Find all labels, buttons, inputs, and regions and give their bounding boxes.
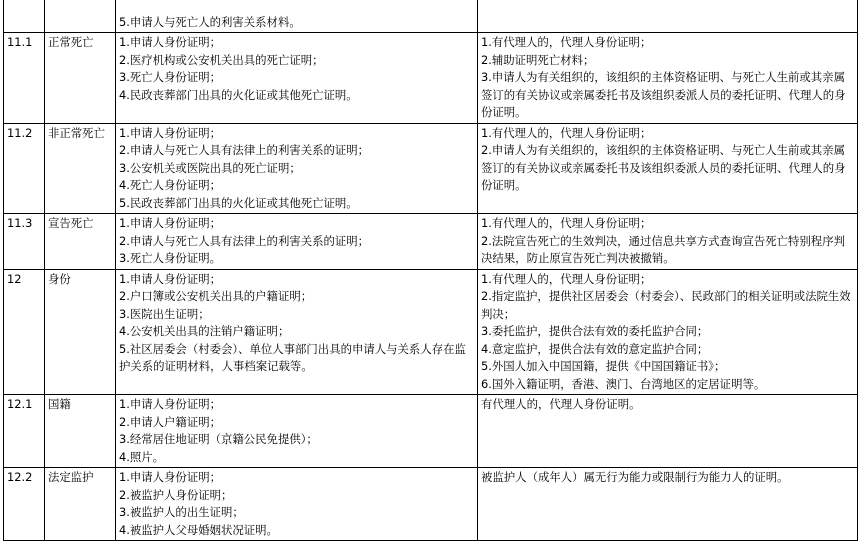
material-line: 4.照片。 xyxy=(119,449,165,464)
materials-cell xyxy=(116,269,478,395)
item-name-cell: 法定监护 xyxy=(45,468,116,541)
table-row xyxy=(4,395,858,468)
note-line: 6.国外入籍证明，香港、澳门、台湾地区的定居证明等。 xyxy=(481,376,766,391)
notes-cell xyxy=(478,468,858,541)
item-name-cell: 正常死亡 xyxy=(45,33,116,124)
material-line: 3.死亡人身份证明。 xyxy=(119,251,221,265)
notes-cell xyxy=(478,123,858,214)
materials-cell xyxy=(116,395,478,468)
material-line: 2.申请人与死亡人具有法律上的利害关系的证明； xyxy=(119,143,370,157)
note-line: 2.辅助证明死亡材料； xyxy=(481,52,595,67)
table-row xyxy=(4,123,858,214)
table-row xyxy=(4,0,858,33)
material-line: 3.医院出生证明； xyxy=(119,306,210,321)
notes-cell xyxy=(478,395,858,468)
material-line: 1.申请人身份证明； xyxy=(119,397,221,411)
material-line: 5.社区居委会（村委会）、单位人事部门出具的申请人与关系人存在监护关系的证明材料，人事档案记载等。 xyxy=(119,341,466,373)
material-line: 2.医疗机构或公安机关出具的死亡证明； xyxy=(119,52,324,67)
material-line: 2.被监护人身份证明； xyxy=(119,487,233,502)
note-line: 2.指定监护，提供社区居委会（村委会）、民政部门的相关证明或法院生效判决； xyxy=(481,289,851,321)
note-line: 5.外国人加入中国国籍，提供《中国国籍证书》； xyxy=(481,359,726,373)
table-body xyxy=(4,0,858,541)
material-line: 4.民政丧葬部门出具的火化证或其他死亡证明。 xyxy=(119,87,358,102)
note-line: 1.有代理人的，代理人身份证明； xyxy=(481,35,652,49)
item-number-cell xyxy=(4,0,45,33)
note-line: 1.有代理人的，代理人身份证明； xyxy=(481,271,652,286)
note-line: 3.委托监护，提供合法有效的委托监护合同； xyxy=(481,324,709,338)
item-name-cell xyxy=(45,0,116,33)
note-line: 3.申请人为有关组织的，该组织的主体资格证明、与死亡人生前或其亲属签订的有关协议或亲属委托书及该组织委派人员的委托证明、代理人的身份证明。 xyxy=(481,70,846,119)
material-line: 5.民政丧葬部门出具的火化证或其他死亡证明。 xyxy=(119,195,358,210)
note-line: 1.有代理人的，代理人身份证明； xyxy=(481,216,652,230)
notes-cell xyxy=(478,0,858,33)
material-line: 3.经常居住地证明（京籍公民免提供）； xyxy=(119,432,318,446)
note-line: 被监护人（成年人）属无行为能力或限制行为能力人的证明。 xyxy=(481,470,789,484)
material-line: 1.申请人身份证明； xyxy=(119,470,221,484)
material-line: 2.申请人户籍证明； xyxy=(119,414,221,429)
item-number-cell: 12.1 xyxy=(4,395,45,468)
note-line: 4.意定监护，提供合法有效的意定监护合同； xyxy=(481,341,709,356)
item-number-cell: 11.1 xyxy=(4,33,45,124)
item-number-cell: 11.3 xyxy=(4,214,45,270)
note-line: 2.法院宣告死亡的生效判决，通过信息共享方式查询宣告死亡特别程序判决结果，防止原宣告死亡判决被撤销。 xyxy=(481,233,845,265)
material-line: 1.申请人身份证明； xyxy=(119,271,221,286)
material-line: 3.被监护人的出生证明； xyxy=(119,505,244,519)
notary-materials-table xyxy=(3,0,858,541)
material-line: 4.被监护人父母婚姻状况证明。 xyxy=(119,522,278,537)
table-row xyxy=(4,269,858,395)
item-name-cell: 宣告死亡 xyxy=(45,214,116,270)
material-line: 1.申请人身份证明； xyxy=(119,216,221,230)
materials-cell xyxy=(116,468,478,541)
notes-cell xyxy=(478,269,858,395)
note-line: 2.申请人为有关组织的，该组织的主体资格证明、与死亡人生前或其亲属签订的有关协议或亲属委托书及该组织委派人员的委托证明、代理人的身份证明。 xyxy=(481,143,846,192)
material-line: 3.死亡人身份证明； xyxy=(119,70,221,84)
notes-cell xyxy=(478,33,858,124)
item-number-cell: 11.2 xyxy=(4,123,45,214)
material-line: 3.公安机关或医院出具的死亡证明； xyxy=(119,160,301,175)
item-number-cell: 12.2 xyxy=(4,468,45,541)
material-line: 2.申请人与死亡人具有法律上的利害关系的证明； xyxy=(119,233,370,248)
table-row xyxy=(4,468,858,541)
notes-cell xyxy=(478,214,858,270)
materials-cell xyxy=(116,123,478,214)
materials-cell xyxy=(116,33,478,124)
material-line: 2.户口簿或公安机关出具的户籍证明； xyxy=(119,289,313,303)
item-name-cell: 非正常死亡 xyxy=(45,123,116,214)
materials-cell xyxy=(116,0,478,33)
table-row xyxy=(4,214,858,270)
materials-cell xyxy=(116,214,478,270)
material-line: 1.申请人身份证明； xyxy=(119,125,221,140)
material-line: 4.死亡人身份证明； xyxy=(119,178,221,192)
table-row xyxy=(4,33,858,124)
item-name-cell: 国籍 xyxy=(45,395,116,468)
note-line: 有代理人的，代理人身份证明。 xyxy=(481,397,641,411)
material-line xyxy=(119,0,474,14)
material-line: 4.公安机关出具的注销户籍证明； xyxy=(119,324,290,338)
item-number-cell: 12 xyxy=(4,269,45,395)
item-name-cell: 身份 xyxy=(45,269,116,395)
material-line: 5.申请人与死亡人的利害关系材料。 xyxy=(119,14,301,29)
note-line: 1.有代理人的，代理人身份证明； xyxy=(481,125,652,140)
material-line: 1.申请人身份证明； xyxy=(119,35,221,49)
